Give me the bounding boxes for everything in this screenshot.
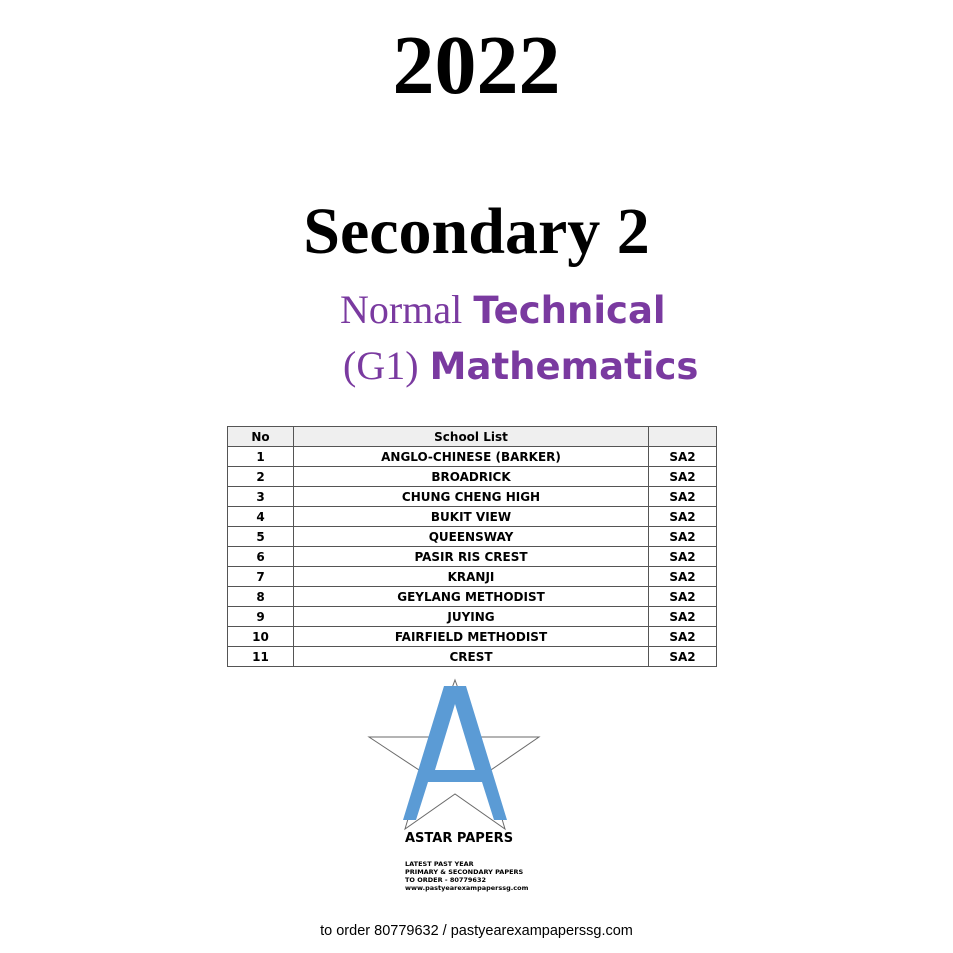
header-paper	[649, 427, 717, 447]
row-no: 4	[228, 507, 294, 527]
row-paper: SA2	[649, 467, 717, 487]
subject-word: Mathematics	[429, 345, 699, 388]
row-school: KRANJI	[294, 567, 649, 587]
row-no: 10	[228, 627, 294, 647]
table-row	[228, 507, 717, 527]
row-no: 1	[228, 447, 294, 467]
row-no: 8	[228, 587, 294, 607]
tagline-line: LATEST PAST YEAR	[405, 860, 474, 868]
row-paper: SA2	[649, 647, 717, 667]
table-row	[228, 587, 717, 607]
row-paper: SA2	[649, 527, 717, 547]
cover-stream	[340, 284, 666, 337]
row-school: GEYLANG METHODIST	[294, 587, 649, 607]
header-no: No	[228, 427, 294, 447]
row-school: CREST	[294, 647, 649, 667]
row-paper: SA2	[649, 507, 717, 527]
row-paper: SA2	[649, 487, 717, 507]
tagline-line: TO ORDER - 80779632	[405, 876, 486, 884]
row-paper: SA2	[649, 607, 717, 627]
row-no: 5	[228, 527, 294, 547]
table-row	[228, 627, 717, 647]
row-no: 11	[228, 647, 294, 667]
order-footer: to order 80779632 / pastyearexampaperssg.com	[320, 923, 633, 939]
header-school-list: School List	[294, 427, 649, 447]
row-paper: SA2	[649, 447, 717, 467]
row-no: 2	[228, 467, 294, 487]
cover-subject	[343, 340, 698, 393]
tagline-url: www.pastyearexampaperssg.com	[405, 884, 529, 892]
row-no: 7	[228, 567, 294, 587]
table-row	[228, 647, 717, 667]
row-school: FAIRFIELD METHODIST	[294, 627, 649, 647]
table-row	[228, 467, 717, 487]
row-school: ANGLO-CHINESE (BARKER)	[294, 447, 649, 467]
row-school: BROADRICK	[294, 467, 649, 487]
row-school: BUKIT VIEW	[294, 507, 649, 527]
row-school: QUEENSWAY	[294, 527, 649, 547]
row-no: 3	[228, 487, 294, 507]
cover-year: 2022	[392, 19, 561, 112]
row-paper: SA2	[649, 627, 717, 647]
table-row	[228, 527, 717, 547]
row-no: 6	[228, 547, 294, 567]
table-row	[228, 547, 717, 567]
stream-word-technical: Technical	[473, 289, 666, 332]
table-row	[228, 447, 717, 467]
row-paper: SA2	[649, 567, 717, 587]
row-paper: SA2	[649, 587, 717, 607]
row-paper: SA2	[649, 547, 717, 567]
tagline-line: PRIMARY & SECONDARY PAPERS	[405, 868, 524, 876]
row-no: 9	[228, 607, 294, 627]
letter-a-icon	[403, 686, 507, 820]
stream-word-normal: Normal	[340, 287, 463, 332]
table-header-row	[228, 427, 717, 447]
cover-level: Secondary 2	[303, 195, 650, 268]
row-school: JUYING	[294, 607, 649, 627]
table-row	[228, 487, 717, 507]
table-row	[228, 567, 717, 587]
table-row	[228, 607, 717, 627]
brand-name: ASTAR PAPERS	[405, 831, 514, 846]
school-list-table	[227, 426, 717, 667]
row-school: CHUNG CHENG HIGH	[294, 487, 649, 507]
row-school: PASIR RIS CREST	[294, 547, 649, 567]
grade-label: (G1)	[343, 343, 419, 388]
